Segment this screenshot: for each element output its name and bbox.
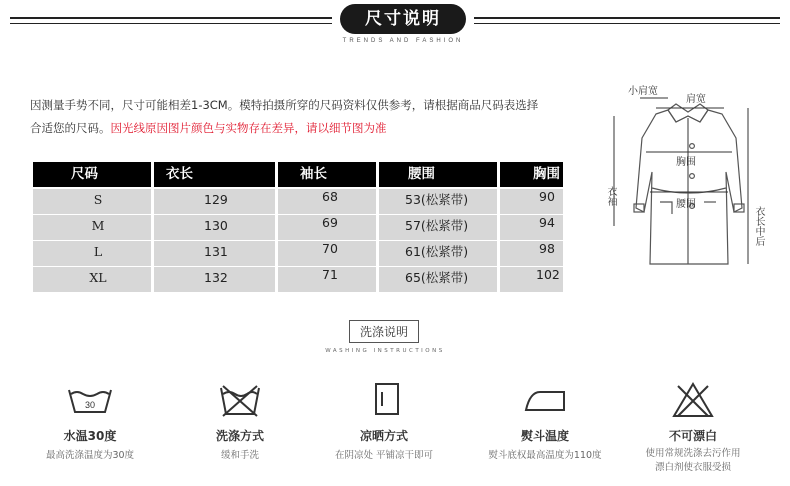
intro-line-2 — [30, 120, 590, 136]
header-cell-size: 尺码 — [33, 162, 151, 187]
no-bleach-title: 不可漂白 — [668, 429, 717, 443]
waist-cell: 53(松紧带) — [379, 189, 497, 214]
wash-temp-desc: 最高洗涤温度为30度 — [45, 450, 135, 461]
iron-temp-title: 熨斗温度 — [520, 429, 569, 443]
wash-method-title: 洗涤方式 — [215, 429, 264, 443]
header-cell-length: 衣长 — [154, 162, 275, 187]
no-bleach-desc — [628, 447, 758, 475]
size-cell: S — [33, 189, 151, 214]
header-cell-sleeve: 袖长 — [278, 162, 376, 187]
chest-cell: 98 — [500, 241, 563, 266]
waist-cell: 61(松紧带) — [379, 241, 497, 266]
waist-cell: 65(松紧带) — [379, 267, 497, 292]
page-title: 尺寸说明 — [340, 4, 466, 34]
dry-method-title: 凉晒方式 — [359, 429, 408, 443]
table-row — [33, 189, 563, 214]
page-subtitle: TRENDS AND FASHION — [342, 38, 464, 44]
length-cell: 132 — [154, 267, 275, 292]
length-cell: 131 — [154, 241, 275, 266]
no-bleach-icon — [668, 380, 718, 420]
sleeve-cell: 70 — [278, 241, 376, 266]
sleeve-cell: 68 — [278, 189, 376, 214]
size-table-header — [33, 162, 563, 187]
chest-cell: 94 — [500, 215, 563, 240]
chest-cell: 90 — [500, 189, 563, 214]
length-cell: 129 — [154, 189, 275, 214]
shoulder-label: 肩宽 — [686, 94, 706, 105]
intro-line-2-prefix: 合适您的尺码。 — [30, 121, 111, 135]
wash-30-icon — [65, 380, 115, 420]
table-row — [33, 215, 563, 240]
dry-method-desc: 在阴凉处 平铺凉干即可 — [334, 450, 434, 461]
washing-title: 洗涤说明 — [349, 320, 419, 343]
no-bleach-desc-line-2: 漂白剂使衣服受损 — [654, 462, 731, 473]
table-row — [33, 241, 563, 266]
size-cell: M — [33, 215, 151, 240]
chest-cell: 102 — [500, 267, 563, 292]
size-cell: L — [33, 241, 151, 266]
hand-wash-icon — [215, 380, 265, 420]
waist-cell: 57(松紧带) — [379, 215, 497, 240]
sleeve-label: 衣袖 — [605, 186, 616, 206]
washing-subtitle: WASHING INSTRUCTIONS — [325, 348, 445, 354]
intro-line-1: 因测量手势不同，尺寸可能相差1-3CM。模特拍摄所穿的尺码资料仅供参考，请根据商品尺码表选择 — [30, 98, 539, 112]
no-bleach-desc-line-1: 使用常规洗涤去污作用 — [645, 448, 741, 459]
coat-outline-icon — [596, 76, 776, 276]
header-rule-left — [10, 17, 332, 24]
waist-label: 腰围 — [676, 199, 696, 210]
dry-flat-icon — [360, 380, 410, 420]
chest-label: 胸围 — [676, 157, 696, 168]
sleeve-cell: 69 — [278, 215, 376, 240]
small-shoulder-label: 小肩宽 — [628, 86, 658, 97]
iron-temp-desc: 熨斗底权最高温度为110度 — [488, 450, 602, 461]
sleeve-cell: 71 — [278, 267, 376, 292]
iron-icon — [520, 380, 570, 420]
coat-measurement-diagram — [596, 76, 776, 276]
length-label: 衣长中后 — [753, 206, 764, 246]
size-cell: XL — [33, 267, 151, 292]
water-temp-badge: 30 — [84, 400, 96, 410]
wash-method-desc: 缓和手洗 — [220, 450, 259, 461]
table-row — [33, 267, 563, 292]
header-cell-chest: 胸围 — [500, 162, 563, 187]
header-rule-right — [474, 17, 780, 24]
length-cell: 130 — [154, 215, 275, 240]
wash-temp-title: 水温30度 — [63, 429, 117, 443]
color-disclaimer: 因光线原因图片颜色与实物存在差异，请以细节图为准 — [110, 121, 387, 135]
header-cell-waist: 腰围 — [379, 162, 497, 187]
